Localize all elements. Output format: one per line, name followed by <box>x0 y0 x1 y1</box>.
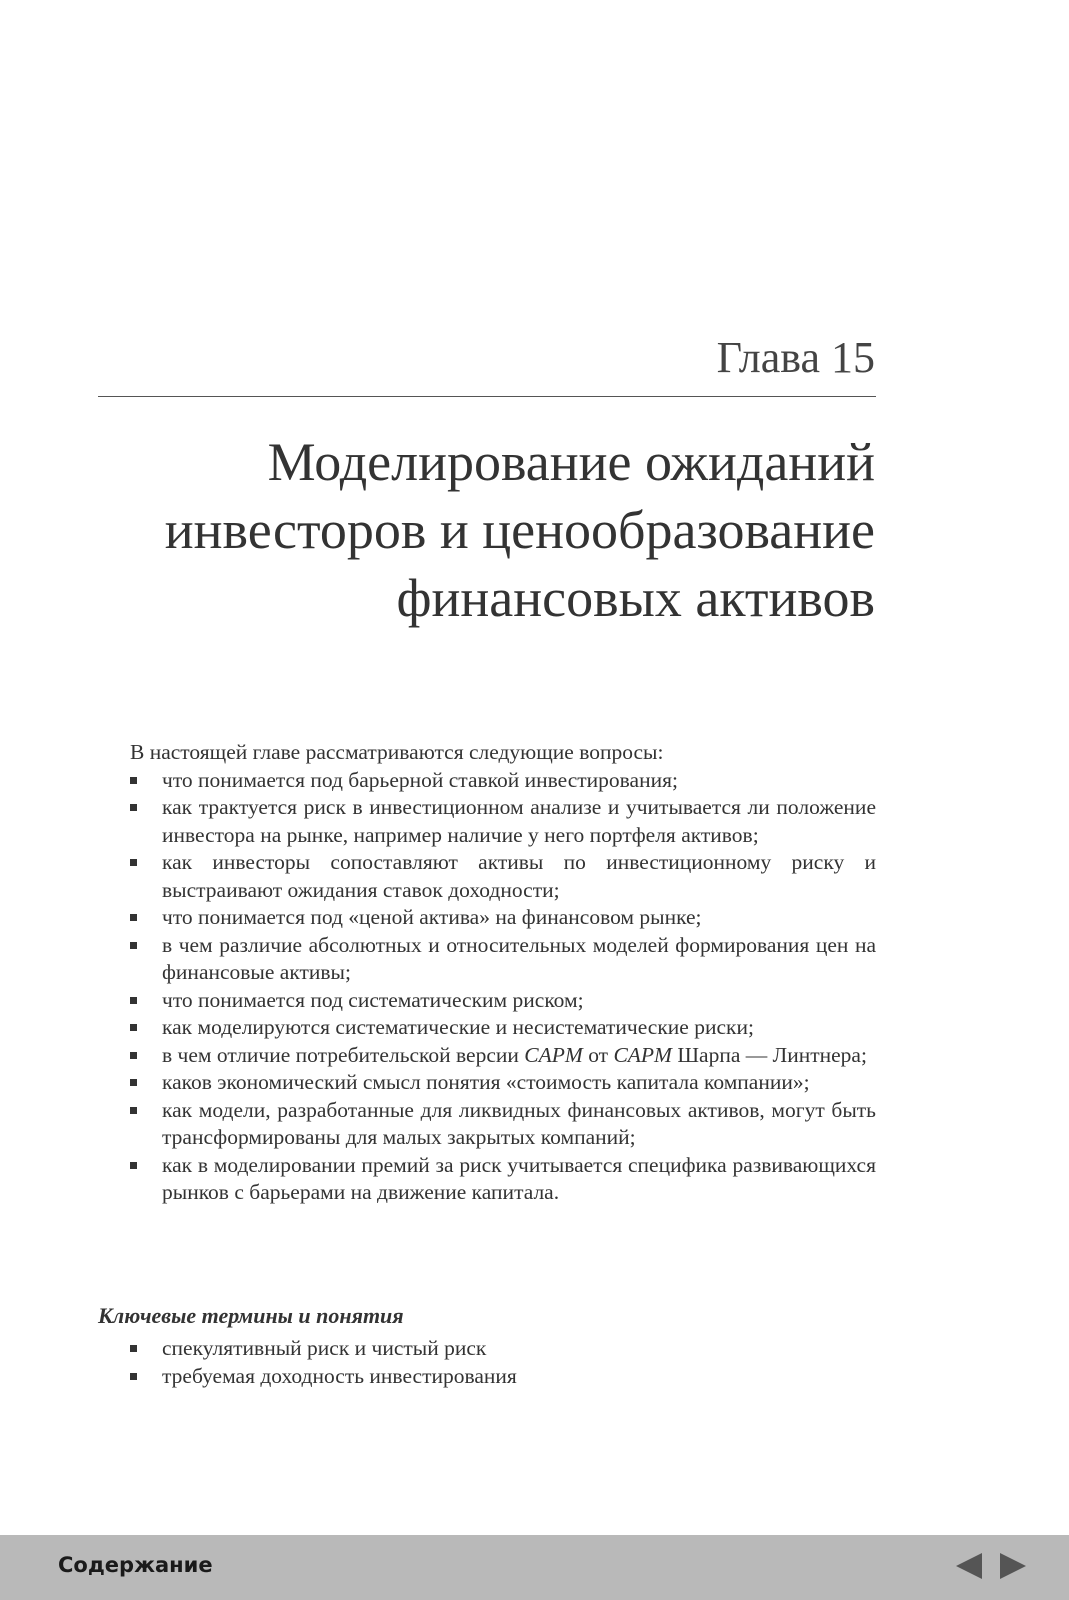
chapter-title-line: инвесторов и ценообразование <box>164 500 875 560</box>
list-item-text: каков экономический смысл понятия «стоимость капитала компании»; <box>162 1070 810 1094</box>
list-item-text: в чем различие абсолютных и относительных моделей формирования цен на финансовые активы; <box>162 932 876 984</box>
list-item-text: спекулятивный риск и чистый риск <box>162 1336 487 1360</box>
bullet-icon <box>130 1345 137 1352</box>
chapter-title <box>75 428 875 632</box>
bullet-icon <box>130 804 137 811</box>
capm-term: CAPM <box>524 1042 583 1067</box>
table-of-contents-link[interactable]: Содержание <box>58 1553 213 1577</box>
list-item <box>130 1152 876 1207</box>
bullet-icon <box>130 1373 137 1380</box>
key-terms-heading: Ключевые термины и понятия <box>98 1303 404 1328</box>
list-item-text: как моделируются систематические и несистематические риски; <box>162 1015 754 1039</box>
list-item <box>130 849 876 904</box>
triangle-right-icon[interactable] <box>998 1551 1028 1581</box>
intro-text: В настоящей главе рассматриваются следующие вопросы: <box>130 740 664 764</box>
list-item-text: что понимается под «ценой актива» на финансовом рынке; <box>162 905 702 929</box>
chapter-title-line: Моделирование ожиданий <box>267 432 875 492</box>
list-item-text <box>162 1043 867 1067</box>
list-item-text: как трактуется риск в инвестиционном анализе и учитывается ли положение инвестора на рынке, например наличие у него портфеля активов; <box>162 795 876 847</box>
list-item <box>130 794 876 849</box>
chapter-divider <box>98 396 876 397</box>
list-item-text: что понимается под систематическим риском; <box>162 987 584 1012</box>
bullet-icon <box>130 859 137 866</box>
bullet-icon <box>130 777 137 784</box>
capm-middle: от <box>582 1042 614 1067</box>
list-item <box>130 1097 876 1152</box>
list-item <box>130 904 876 932</box>
bullet-icon <box>130 997 137 1004</box>
list-item-text: как в моделировании премий за риск учитывается специфика развивающихся рынков с барьерами на движение капитала. <box>162 1152 876 1204</box>
terms-list <box>130 1335 876 1390</box>
bullet-icon <box>130 1079 137 1086</box>
bullet-icon <box>130 1024 137 1031</box>
chapter-title-line: финансовых активов <box>396 568 875 628</box>
capm-term: CAPM <box>613 1042 672 1067</box>
list-item <box>130 987 876 1015</box>
list-item <box>130 767 876 795</box>
bullet-icon <box>130 1162 137 1169</box>
topics-list <box>130 767 876 1207</box>
bullet-icon <box>130 1107 137 1114</box>
bullet-icon <box>130 942 137 949</box>
chapter-label: Глава 15 <box>716 333 875 382</box>
bullet-icon <box>130 1052 137 1059</box>
list-item-text: как инвесторы сопоставляют активы по инвестиционному риску и выстраивают ожидания ставок доходности; <box>162 850 876 902</box>
triangle-left-icon[interactable] <box>954 1551 984 1581</box>
list-item <box>130 1014 876 1042</box>
chapter-overview <box>130 739 876 1207</box>
list-item <box>130 1069 876 1097</box>
list-item <box>130 1335 876 1363</box>
list-item <box>130 1042 876 1070</box>
key-terms <box>130 1335 876 1390</box>
list-item-text: требуемая доходность инвестирования <box>162 1363 517 1388</box>
list-item <box>130 932 876 987</box>
bullet-icon <box>130 914 137 921</box>
list-item-text: что понимается под барьерной ставкой инвестирования; <box>162 767 678 792</box>
capm-suffix: Шарпа — Линтнера; <box>671 1042 867 1067</box>
list-item <box>130 1363 876 1391</box>
list-item-text: как модели, разработанные для ликвидных финансовых активов, могут быть трансформированы для малых закрытых компаний; <box>162 1097 876 1149</box>
navigation-bar <box>0 1535 1069 1600</box>
capm-prefix: в чем отличие потребительской версии <box>162 1042 525 1067</box>
